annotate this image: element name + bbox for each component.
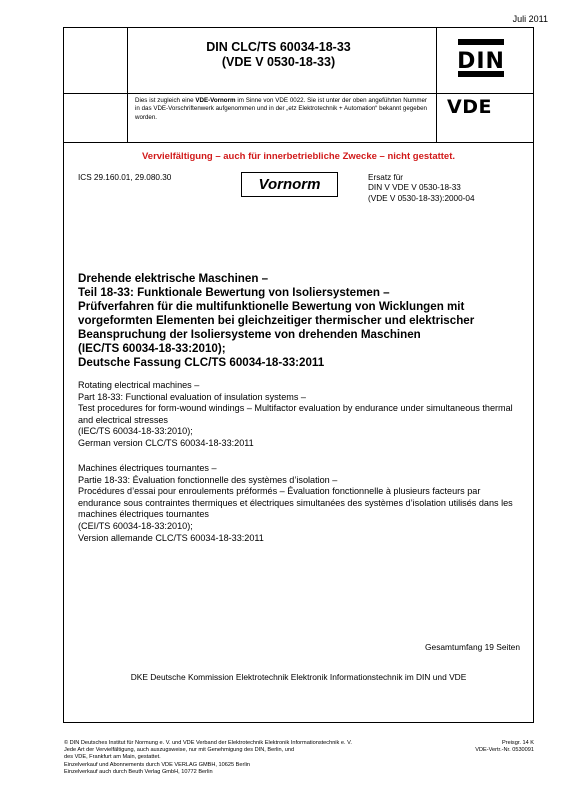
din-logo-text: DIN [457,49,505,74]
publication-date: Juli 2011 [512,14,548,24]
ics-codes: ICS 29.160.01, 29.080.30 [78,173,172,182]
vde-logo: VDE [447,96,492,118]
title-english: Rotating electrical machines – Part 18-33: Functional evaluation of insulation systems – Test procedures for form-wound windings – Multifactor evaluation by endurance under simultaneous thermal and electrical stresses (IEC/TS 60034-18-33:2010); German version CLC/TS 60034-18-33:2011 [78,380,513,448]
divider-header [64,93,533,94]
price-info [475,740,534,754]
order-number: VDE-Vertr.-Nr. 0530091 [475,747,534,754]
title-french: Machines électriques tournantes – Partie 18-33: Évaluation fonctionnelle des systèmes d’isolation – Procédures d’essai pour enroulements préformés – Évaluation fonctionnelle à plusieurs facteurs par endurance sous contraintes thermiques et électriques simultanées des systèmes d’isolation utilisés dans les machines électriques tournantes (CEI/TS 60034-18-33:2010); Version allemande CLC/TS 60034-18-33:2011 [78,463,513,543]
copyright-footer: © DIN Deutsches Institut für Normung e. V. und VDE Verband der Elektrotechnik Elektronik Informationstechnik e. V. Jede Art der Vervielfältigung, auch auszugsweise, nur mit Genehmigung des DIN, Berlin, und des VDE, Frankfurt am Main, gestattet. Einzelverkauf und Abonnements durch VDE VERLAG GMBH, 10625 Berlin Einzelverkauf auch durch Beuth Verlag GmbH, 10772 Berlin [64,740,352,775]
divider-vde-note [64,142,533,143]
status-box: Vornorm [241,172,338,197]
replacement-info: Ersatz für DIN V VDE V 0530-18-33 (VDE V 0530-18-33):2000-04 [368,173,475,203]
title-german: Drehende elektrische Maschinen – Teil 18-33: Funktionale Bewertung von Isoliersystemen – Prüfverfahren für die multifunktionelle Bewertung von Wicklungen mit vorgeformten Elementen bei gleichzeitiger thermischer und elektrischer Beanspruchung der Isoliersysteme von drehenden Maschinen (IEC/TS 60034-18-33:2010); Deutsche Fassung CLC/TS 60034-18-33:2011 [78,272,475,369]
vde-note: Dies ist zugleich eine VDE-Vornorm im Sinne von VDE 0022. Sie ist unter der oben angeführten Nummer in das VDE-Vorschriftenwerk aufgenommen und in der „etz Elektrotechnik + Automation“ bekannt gegeben worden. [135,97,427,121]
document-number: DIN CLC/TS 60034-18-33 (VDE V 0530-18-33) [206,40,351,69]
copy-warning: Vervielfältigung – auch für innerbetriebliche Zwecke – nicht gestattet. [141,151,456,162]
total-pages: Gesamtumfang 19 Seiten [425,642,520,652]
din-logo-icon [457,38,505,78]
cover-frame [63,27,534,723]
dke-line: DKE Deutsche Kommission Elektrotechnik Elektronik Informationstechnik im DIN und VDE [130,672,467,682]
divider-logo-column [436,28,437,142]
price-group: Preisgr. 14 K [501,740,534,746]
